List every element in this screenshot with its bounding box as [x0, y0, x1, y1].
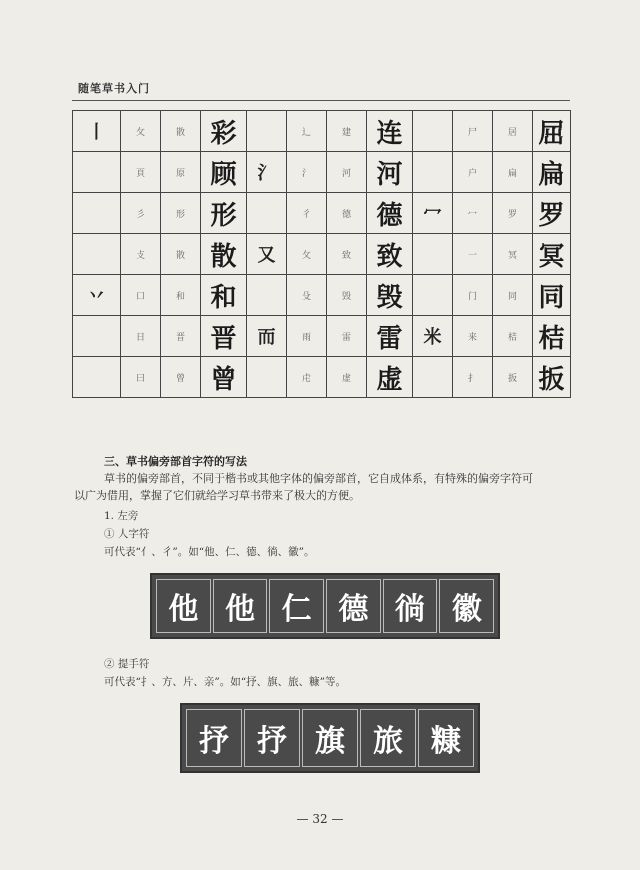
- table-cell: 殳: [287, 275, 327, 316]
- table-cell: 罗: [493, 193, 533, 234]
- radical-symbol-cell: 而: [247, 316, 287, 357]
- radical-symbol-cell: [247, 275, 287, 316]
- cursive-char-cell: 屈: [533, 111, 571, 152]
- radical-symbol-cell: [247, 357, 287, 398]
- table-row: [73, 234, 571, 275]
- cursive-char-cell: 扳: [533, 357, 571, 398]
- table-cell: 户: [453, 152, 493, 193]
- sample-char: 他: [213, 579, 268, 633]
- cursive-char-cell: 形: [201, 193, 247, 234]
- item-1-sub: ① 人字符: [104, 528, 150, 540]
- table-cell: 攵: [121, 111, 161, 152]
- table-row: [73, 152, 571, 193]
- table-cell: 尸: [453, 111, 493, 152]
- radical-symbol-cell: 冖: [413, 193, 453, 234]
- table-cell: 晋: [161, 316, 201, 357]
- radical-symbol-cell: [247, 111, 287, 152]
- item-2-desc: 可代表“扌、方、片、亲”。如“抒、旗、旅、糠”等。: [104, 676, 346, 688]
- page-number: — 32 —: [296, 812, 344, 826]
- table-cell: 扌: [453, 357, 493, 398]
- sample-char: 徽: [439, 579, 494, 633]
- item-2-sub: ② 提手符: [104, 658, 150, 670]
- table-cell: 彡: [121, 193, 161, 234]
- radical-symbol-cell: [73, 152, 121, 193]
- radical-symbol-cell: 丨: [73, 111, 121, 152]
- table-cell: 门: [453, 275, 493, 316]
- cursive-char-cell: 彩: [201, 111, 247, 152]
- cursive-char-cell: 同: [533, 275, 571, 316]
- sample-char: 旅: [360, 709, 416, 767]
- table-cell: 頁: [121, 152, 161, 193]
- table-cell: 冥: [493, 234, 533, 275]
- sample-char: 抒: [186, 709, 242, 767]
- sample-char: 糠: [418, 709, 474, 767]
- radical-symbol-cell: [73, 316, 121, 357]
- section-title: 三、草书偏旁部首字符的写法: [104, 455, 247, 468]
- radical-symbol-cell: 又: [247, 234, 287, 275]
- cursive-char-cell: 毁: [367, 275, 413, 316]
- cursive-char-cell: 河: [367, 152, 413, 193]
- item-1-desc: 可代表“亻、彳”。如“他、仁、德、徜、徽”。: [104, 546, 315, 558]
- radical-symbol-cell: 氵: [247, 152, 287, 193]
- cursive-char-cell: 和: [201, 275, 247, 316]
- table-cell: 日: [121, 316, 161, 357]
- radical-table: [72, 110, 571, 398]
- cursive-char-cell: 德: [367, 193, 413, 234]
- table-cell: 散: [161, 234, 201, 275]
- table-cell: 形: [161, 193, 201, 234]
- table-row: [73, 357, 571, 398]
- header-rule: [72, 100, 570, 101]
- paragraph-line-1: 草书的偏旁部首，不同于楷书或其他字体的偏旁部首，它自成体系，有特殊的偏旁字符可: [104, 472, 533, 485]
- sample-char: 他: [156, 579, 211, 633]
- table-cell: 桔: [493, 316, 533, 357]
- table-row: [73, 111, 571, 152]
- sample-strip-2: [180, 703, 480, 773]
- radical-symbol-cell: 丷: [73, 275, 121, 316]
- cursive-char-cell: 曾: [201, 357, 247, 398]
- radical-symbol-cell: [73, 357, 121, 398]
- radical-symbol-cell: [413, 275, 453, 316]
- table-cell: 雨: [287, 316, 327, 357]
- table-cell: 虚: [327, 357, 367, 398]
- sample-char: 德: [326, 579, 381, 633]
- cursive-char-cell: 顾: [201, 152, 247, 193]
- table-cell: 和: [161, 275, 201, 316]
- table-cell: 毁: [327, 275, 367, 316]
- table-cell: 虍: [287, 357, 327, 398]
- table-cell: 散: [161, 111, 201, 152]
- table-cell: 扁: [493, 152, 533, 193]
- cursive-char-cell: 散: [201, 234, 247, 275]
- cursive-char-cell: 连: [367, 111, 413, 152]
- radical-symbol-cell: [413, 111, 453, 152]
- table-cell: 同: [493, 275, 533, 316]
- table-cell: 攴: [121, 234, 161, 275]
- paragraph-line-2: 以广为借用，掌握了它们就给学习草书带来了极大的方便。: [74, 489, 360, 502]
- table-row: [73, 316, 571, 357]
- radical-symbol-cell: [413, 152, 453, 193]
- table-cell: 建: [327, 111, 367, 152]
- table-cell: 攵: [287, 234, 327, 275]
- table-cell: 原: [161, 152, 201, 193]
- radical-symbol-cell: [413, 234, 453, 275]
- table-cell: 居: [493, 111, 533, 152]
- table-row: [73, 193, 571, 234]
- table-cell: 来: [453, 316, 493, 357]
- sample-strip-1: [150, 573, 500, 639]
- table-cell: 河: [327, 152, 367, 193]
- cursive-char-cell: 桔: [533, 316, 571, 357]
- sample-char: 抒: [244, 709, 300, 767]
- radical-symbol-cell: [73, 234, 121, 275]
- table-cell: 致: [327, 234, 367, 275]
- table-cell: 冖: [453, 193, 493, 234]
- table-cell: 辶: [287, 111, 327, 152]
- table-cell: 一: [453, 234, 493, 275]
- table-cell: 彳: [287, 193, 327, 234]
- table-cell: 德: [327, 193, 367, 234]
- radical-symbol-cell: [413, 357, 453, 398]
- cursive-char-cell: 罗: [533, 193, 571, 234]
- sample-char: 仁: [269, 579, 324, 633]
- radical-symbol-cell: [73, 193, 121, 234]
- running-head: 随笔草书入门: [78, 82, 150, 95]
- table-cell: 曰: [121, 357, 161, 398]
- cursive-char-cell: 冥: [533, 234, 571, 275]
- table-row: [73, 275, 571, 316]
- sample-char: 徜: [383, 579, 438, 633]
- radical-symbol-cell: [247, 193, 287, 234]
- table-cell: 口: [121, 275, 161, 316]
- radical-symbol-cell: 米: [413, 316, 453, 357]
- table-cell: 氵: [287, 152, 327, 193]
- table-cell: 雷: [327, 316, 367, 357]
- table-cell: 曾: [161, 357, 201, 398]
- table-cell: 扳: [493, 357, 533, 398]
- sample-char: 旗: [302, 709, 358, 767]
- cursive-char-cell: 虚: [367, 357, 413, 398]
- cursive-char-cell: 雷: [367, 316, 413, 357]
- cursive-char-cell: 扁: [533, 152, 571, 193]
- item-1-heading: 1. 左旁: [104, 510, 139, 522]
- intro-paragraph: [74, 470, 574, 504]
- cursive-char-cell: 致: [367, 234, 413, 275]
- cursive-char-cell: 晋: [201, 316, 247, 357]
